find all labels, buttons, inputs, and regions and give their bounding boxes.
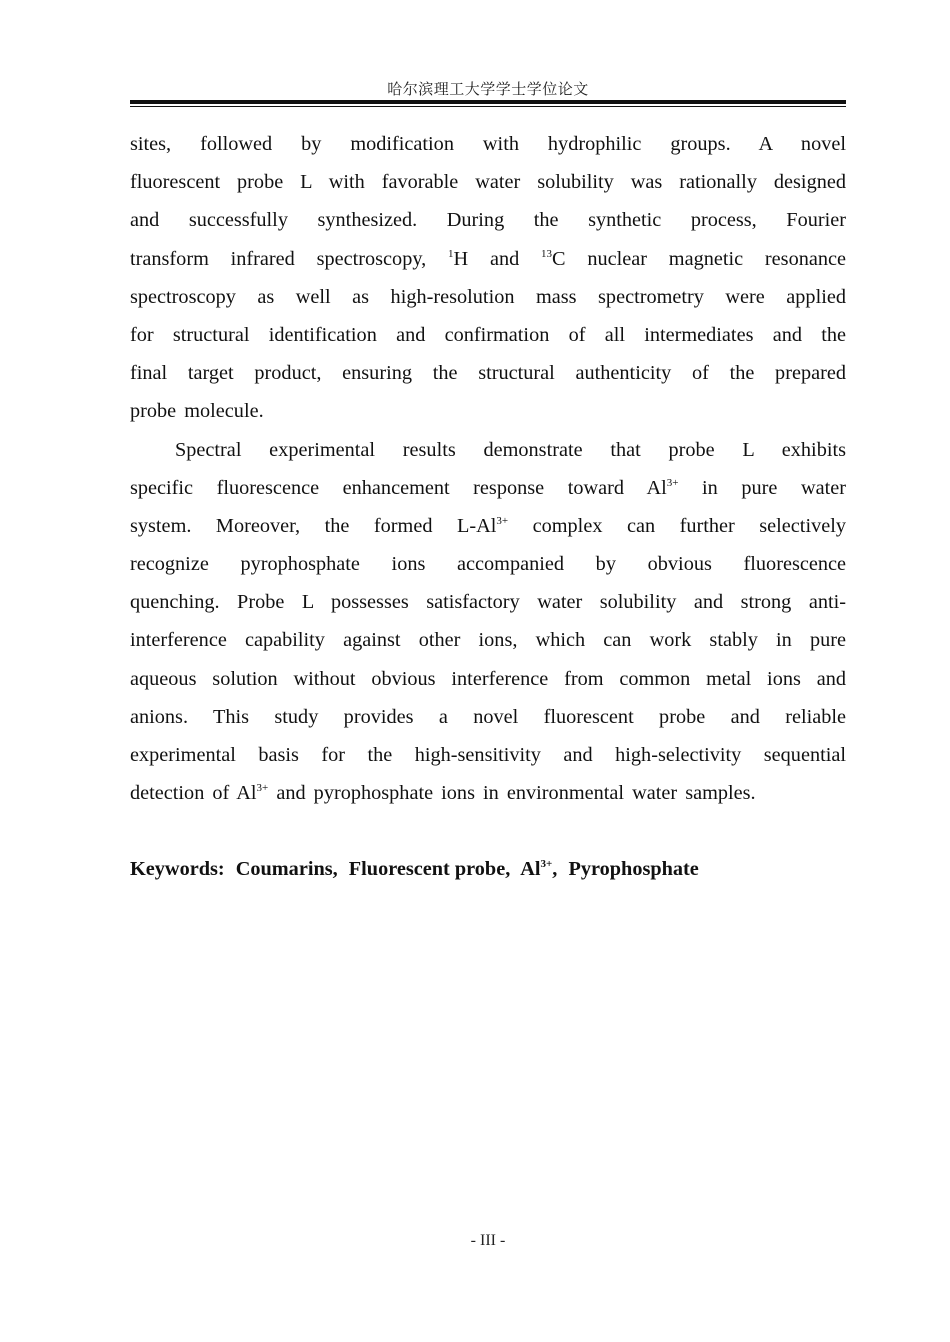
text-segment: transform infrared spectroscopy, [130,247,449,270]
text-segment: H and [453,247,542,270]
spacer [130,812,846,850]
text-line: recognize pyrophosphate ions accompanied by obvious fluorescence [130,553,846,576]
paragraph-1 [130,125,846,431]
superscript: 3+ [496,514,509,527]
text-line: experimental basis for the high-sensitivity and high-selectivity sequential [130,744,846,766]
keyword: Coumarins, [235,858,338,881]
keywords-line [130,850,846,888]
keyword-punct: , [552,858,558,881]
text-segment: and pyrophosphate ions in environmental water samples. [276,782,756,805]
text-segment: detection of Al [130,782,257,805]
text-line: spectroscopy as well as high-resolution mass spectrometry were applied [130,285,846,308]
text-line: probe molecule. [130,400,264,423]
text-segment: system. Moreover, the formed L-Al [130,514,497,537]
text-line: quenching. Probe L possesses satisfactory water solubility and strong anti- [130,591,846,614]
text-line: final target product, ensuring the structural authenticity of the prepared [130,362,846,385]
superscript: 3+ [540,858,553,871]
superscript: 13 [541,247,553,260]
text-line: anions. This study provides a novel fluorescent probe and reliable [130,705,846,728]
text-line [130,469,846,507]
text-line: interference capability against other ions, which can work stably in pure [130,629,846,652]
text-segment: specific fluorescence enhancement response toward Al [130,476,667,499]
paragraph-2 [130,431,846,813]
text-line: for structural identification and confirmation of all intermediates and the [130,323,846,346]
text-segment: in pure water [702,476,846,499]
header-rule-thick [130,100,846,104]
abstract-body [130,125,846,889]
text-line: aqueous solution without obvious interference from common metal ions and [130,667,846,690]
superscript: 3+ [666,476,679,489]
keyword: Pyrophosphate [568,858,699,881]
header-rule-thin [130,106,846,107]
text-segment: complex can further selectively [532,514,846,537]
text-segment: C nuclear magnetic resonance [552,247,846,270]
keyword: Fluorescent probe, [348,858,511,881]
page-number: - III - [470,1232,506,1249]
superscript: 3+ [256,782,269,795]
text-line: sites, followed by modification with hydrophilic groups. A novel [130,133,846,155]
superscript: 1 [448,247,454,260]
text-line: Spectral experimental results demonstrate that probe L exhibits [175,438,846,461]
keywords-label: Keywords: [130,858,225,881]
text-line: fluorescent probe L with favorable water solubility was rationally designed [130,171,846,194]
text-line [130,774,846,812]
text-line [130,507,846,545]
keyword: Al [520,858,541,881]
text-line [130,240,846,278]
text-line: and successfully synthesized. During the synthetic process, Fourier [130,209,846,232]
page-header: 哈尔滨理工大学学士学位论文 [387,82,589,98]
